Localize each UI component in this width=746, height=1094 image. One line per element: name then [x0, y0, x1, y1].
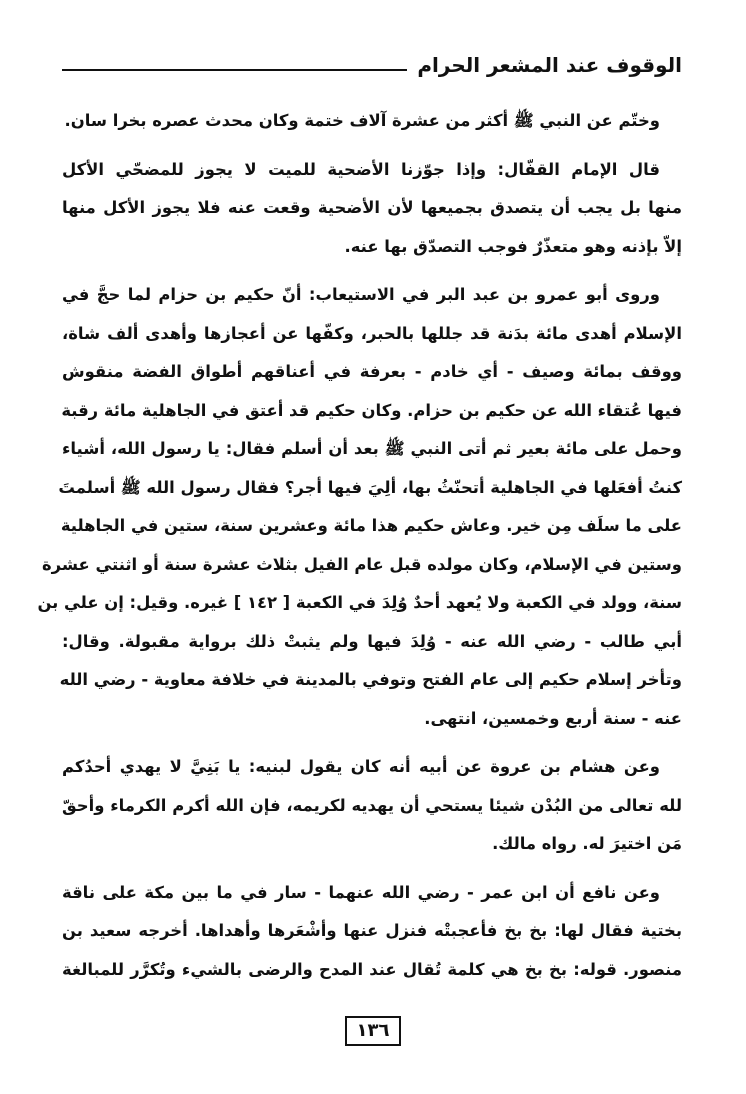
- text-line: فيها عُتقاء الله عن حكيم بن حزام. وكان حكيم قد أعتق في الجاهلية مائة رقبة: [61, 400, 682, 420]
- text-line: الإسلام أهدى مائة بدَنة قد جللها بالحبر، وكفّها عن أعجازها وأهدى ألف شاة،: [62, 323, 682, 343]
- text-line: إلاّ بإذنه وهو متعذّرٌ فوجب التصدّق بها عنه.: [344, 236, 682, 256]
- text-line: وختّم عن النبي ﷺ أكثر من عشرة آلاف ختمة وكان محدث عصره بخرا سان.: [64, 111, 660, 130]
- text-line: لله تعالى من البُدْن شيئا يستحي أن يهديه لكريمه، فإن الله أكرم الكرماء وأحقّ: [62, 795, 682, 815]
- page-header: [62, 48, 682, 82]
- text-line: وروى أبو عمرو بن عبد البر في الاستيعاب: أنّ حكيم بن حزام لما حجَّ في: [62, 285, 660, 304]
- body-text: [37, 102, 682, 999]
- paragraph: [62, 748, 682, 864]
- paragraph: [37, 276, 682, 738]
- text-line: وعن هشام بن عروة عن أبيه أنه كان يقول لبنيه: يا بَنِيَّ لا يهدي أحدُكم: [62, 757, 660, 776]
- paragraph: [62, 874, 682, 990]
- header-rule: [62, 69, 407, 71]
- text-line: وحمل على مائة بعير ثم أتى النبي ﷺ بعد أن أسلم فقال: يا رسول الله، أشياء: [62, 439, 682, 458]
- text-line: كنتُ أفعَلها في الجاهلية أتحنّثُ بها، ألِيَ فيها أجر؟ فقال رسول الله ﷺ أسلمتَ: [58, 477, 682, 497]
- text-line: وعن نافع أن ابن عمر - رضي الله عنهما - سار في ما بين مكة على ناقة: [62, 882, 660, 902]
- text-line: بختية فقال لها: بخ بخ فأعجبتْه فنزل عنها وأشْعَرها وأهداها. أخرجه سعيد بن: [62, 921, 682, 940]
- paragraph: [62, 151, 682, 267]
- text-line: وتأخر إسلام حكيم إلى عام الفتح وتوفي بالمدينة في خلافة معاوية - رضي الله: [59, 670, 682, 689]
- text-line: مَن اختيرَ له. رواه مالك.: [492, 834, 682, 853]
- text-line: على ما سلَف مِن خير. وعاش حكيم هذا مائة وعشرين سنة، ستين في الجاهلية: [60, 516, 682, 535]
- text-line: وستين في الإسلام، وكان مولده قبل عام الفيل بثلاث عشرة سنة أو اثنتي عشرة: [41, 554, 682, 574]
- text-line: أبي طالب - رضي الله عنه - وُلِدَ فيها ولم يثبتْ ذلك برواية مقبولة. وقال:: [62, 631, 682, 651]
- page-footer: [0, 1016, 746, 1046]
- running-title: الوقوف عند المشعر الحرام: [417, 53, 682, 77]
- text-line: ووقف بمائة وصيف - أي خادم - بعرفة في أعناقهم أطواق الفضة منقوش: [62, 362, 682, 381]
- paragraph: [62, 102, 682, 141]
- text-line: منها بل يجب أن يتصدق بجميعها لأن الأضحية وقعت عنه فلا يجوز الأكل منها: [62, 198, 682, 217]
- page-number: ١٣٦: [345, 1016, 402, 1046]
- text-line: منصور. قوله: بخ بخ هي كلمة تُقال عند المدح والرضى بالشيء وتُكرَّر للمبالغة: [62, 959, 682, 979]
- text-line: قال الإمام القفّال: وإذا جوّزنا الأضحية للميت لا يجوز للمضحّي الأكل: [62, 159, 660, 179]
- text-line: سنة، وولد في الكعبة ولا يُعهد أحدٌ وُلِدَ في الكعبة [ ١٤٢ ] غيره. وقيل: إن علي بن: [37, 593, 682, 612]
- text-line: عنه - سنة أربع وخمسين، انتهى.: [424, 708, 682, 728]
